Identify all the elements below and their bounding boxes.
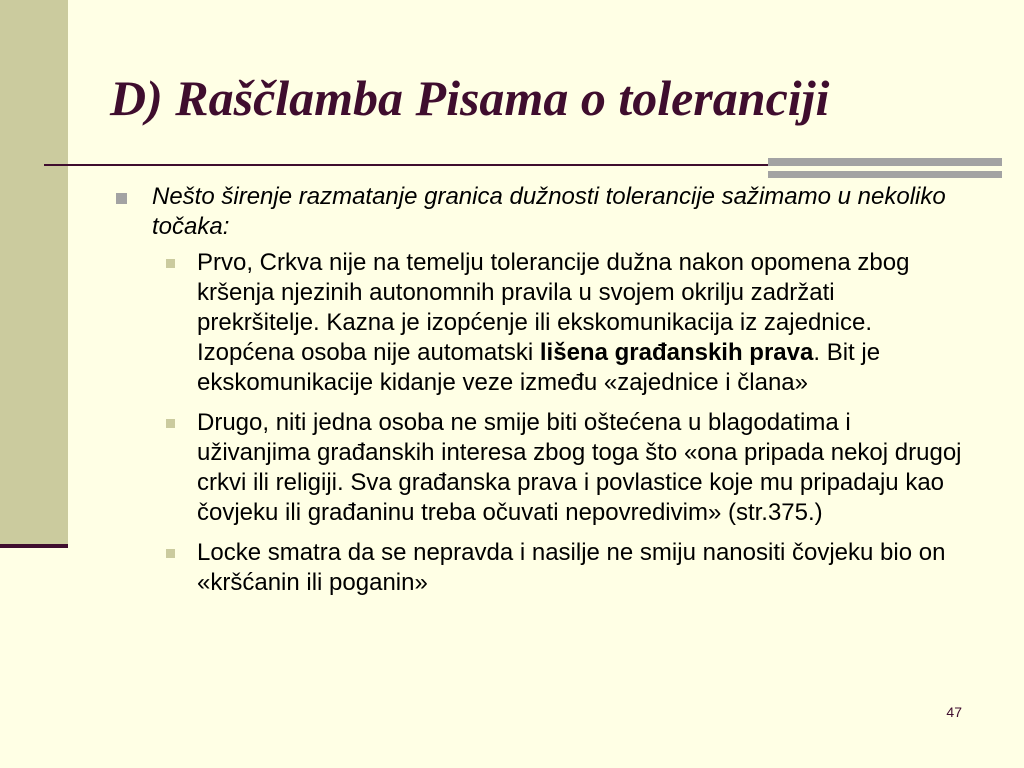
sub-bullet-1-text-start: Prvo, Crkva nije na temelju tolerancije dužna nakon opomena zbog kršenja njezinih autonomnih pravila u svojem okrilju zadržati prekršitelje. Kazna je izopćenje ili ekskomunikacija iz zajednice. Izopćena osoba nije automatski [197,249,910,366]
sub-bullet-2 [112,408,962,528]
page-number: 47 [946,704,962,720]
title-divider [44,164,768,166]
slide-body [112,182,972,608]
sub-bullet-1-text-end: . Bit je ekskomunikacije kidanje veze između «zajednice i člana» [197,339,881,396]
left-accent-rule [0,544,68,548]
square-bullet-icon [166,419,175,428]
sub-bullet-2-text: Drugo, niti jedna osoba ne smije biti oštećena u blagodatima i uživanjima građanskih interesa zbog toga što «ona pripada nekoj drugoj crkvi ili religiji. Sva građanska prava i povlastice koje mu pripadaju kao čovjeku ili građaninu treba očuvati nepovredivim» (str.375.) [197,409,962,526]
decorative-grey-bar-bottom [768,171,1002,178]
left-accent-band [0,0,68,545]
square-bullet-icon [166,259,175,268]
square-bullet-icon [166,549,175,558]
bullet-intro-text: Nešto širenje razmatanje granica dužnosti tolerancije sažimamo u nekoliko točaka: [152,183,946,240]
sub-bullet-3 [112,538,962,598]
sub-bullet-3-text: Locke smatra da se nepravda i nasilje ne smiju nanositi čovjeku bio on «kršćanin ili poganin» [197,539,946,596]
square-bullet-icon [116,193,127,204]
bullet-intro [112,182,962,242]
decorative-grey-bar-top [768,158,1002,166]
slide-title: D) Raščlamba Pisama o toleranciji [110,70,830,126]
sub-bullet-1-bold-text: lišena građanskih prava [539,339,814,366]
sub-bullet-1 [112,248,962,398]
